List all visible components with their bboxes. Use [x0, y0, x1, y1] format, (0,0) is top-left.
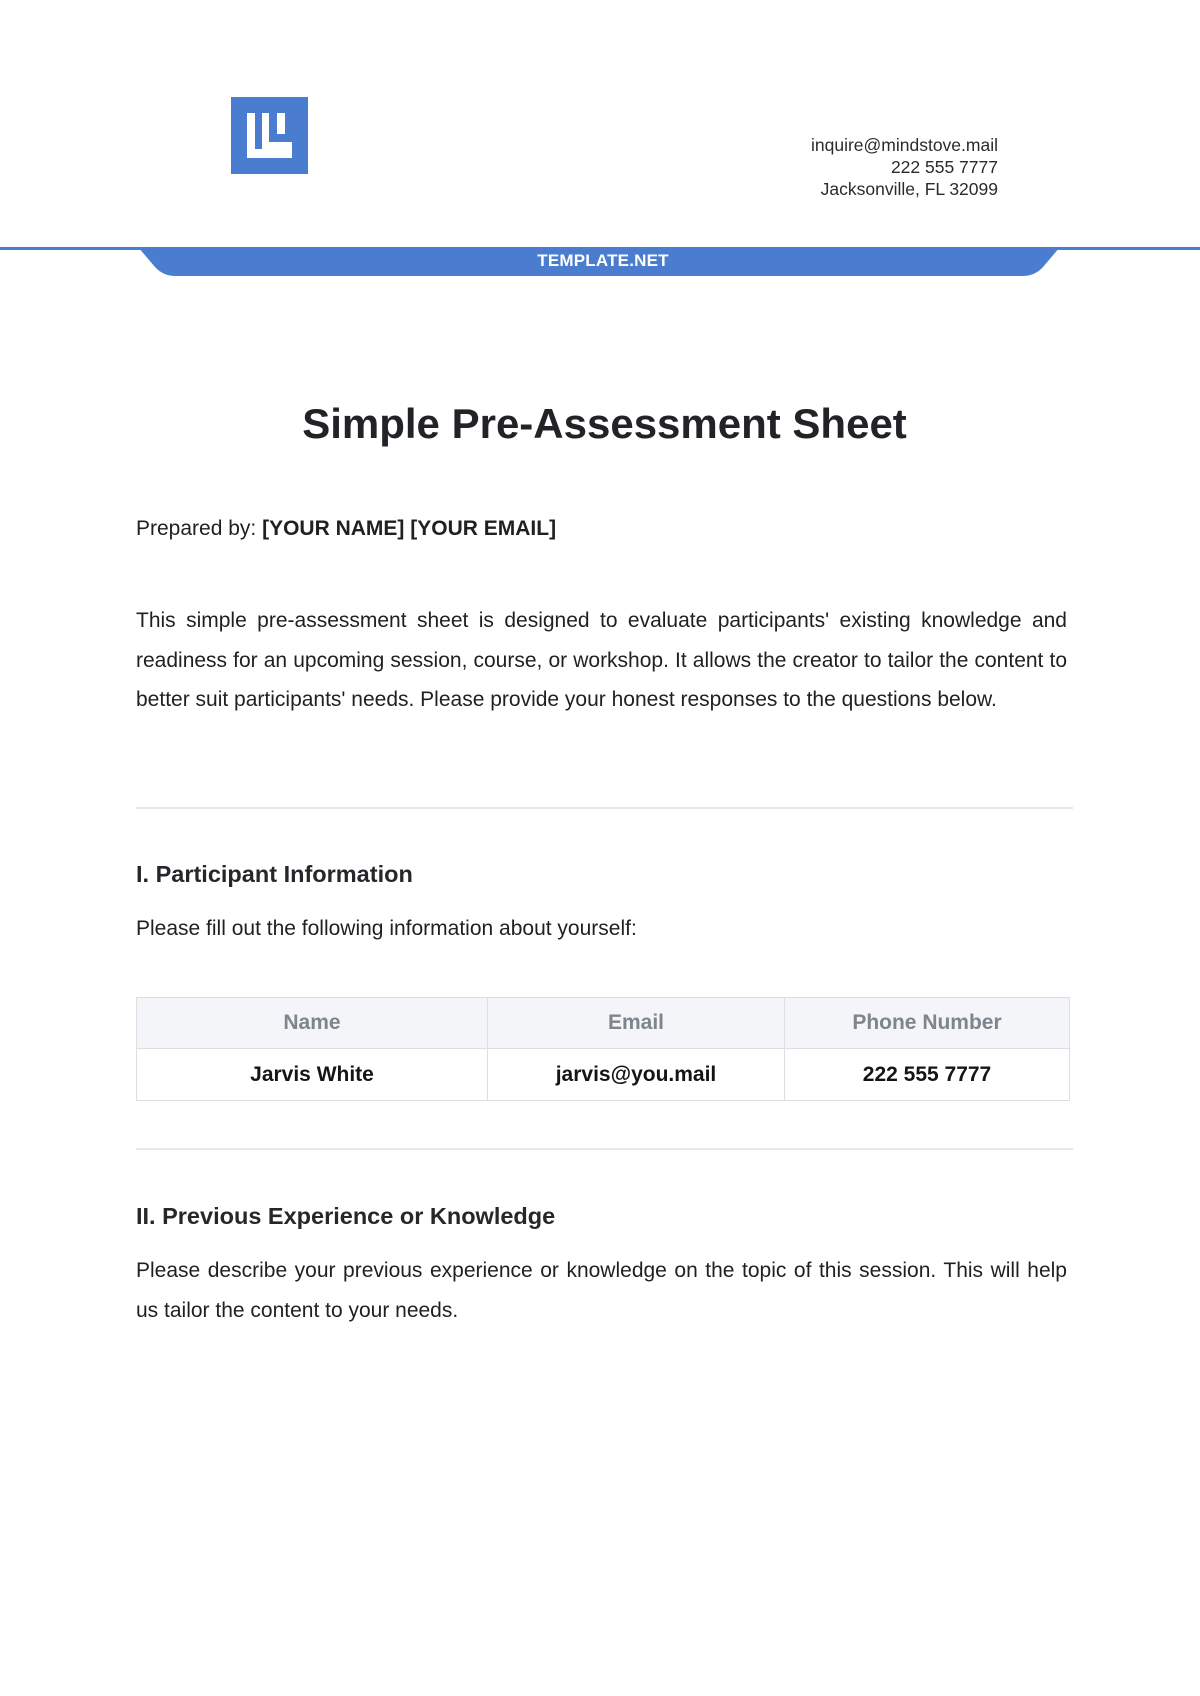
contact-email: inquire@mindstove.mail: [810, 135, 998, 155]
section-heading-participant-info: I. Participant Information: [136, 861, 413, 887]
prepared-by: [136, 517, 556, 541]
brand-logo-icon: [231, 97, 308, 174]
section-text-experience: Please describe your previous experience or knowledge on the topic of this session. This will help us tailor the content to your needs.: [136, 1259, 1067, 1322]
table-cell-name: Jarvis White: [137, 1049, 488, 1101]
contact-block: [811, 134, 998, 200]
table-cell-phone: 222 555 7777: [785, 1049, 1070, 1101]
intro-paragraph: This simple pre-assessment sheet is designed to evaluate participants' existing knowledge and readiness for an upcoming session, course, or workshop. It allows the creator to tailor the content to better suit participants' needs. Please provide your honest responses to the questions below.: [136, 609, 1067, 711]
table-header-name: Name: [137, 998, 488, 1049]
table-header-phone: Phone Number: [785, 998, 1070, 1049]
contact-phone: 222 555 7777: [890, 157, 998, 177]
contact-address: Jacksonville, FL 32099: [820, 179, 998, 199]
section-divider: [136, 807, 1073, 809]
table-header-email: Email: [488, 998, 785, 1049]
participant-table: [136, 997, 1070, 1101]
prepared-by-value: [YOUR NAME] [YOUR EMAIL]: [262, 517, 557, 540]
page-title: Simple Pre-Assessment Sheet: [302, 400, 907, 447]
section-divider: [136, 1148, 1073, 1150]
banner-label: TEMPLATE.NET: [537, 251, 669, 270]
prepared-by-label: Prepared by:: [136, 517, 257, 540]
table-header-row: [137, 998, 1070, 1049]
table-cell-email: jarvis@you.mail: [488, 1049, 785, 1101]
section-heading-experience: II. Previous Experience or Knowledge: [136, 1203, 556, 1229]
table-row: [137, 1049, 1070, 1101]
section-text-participant-info: Please fill out the following information about yourself:: [136, 917, 637, 940]
